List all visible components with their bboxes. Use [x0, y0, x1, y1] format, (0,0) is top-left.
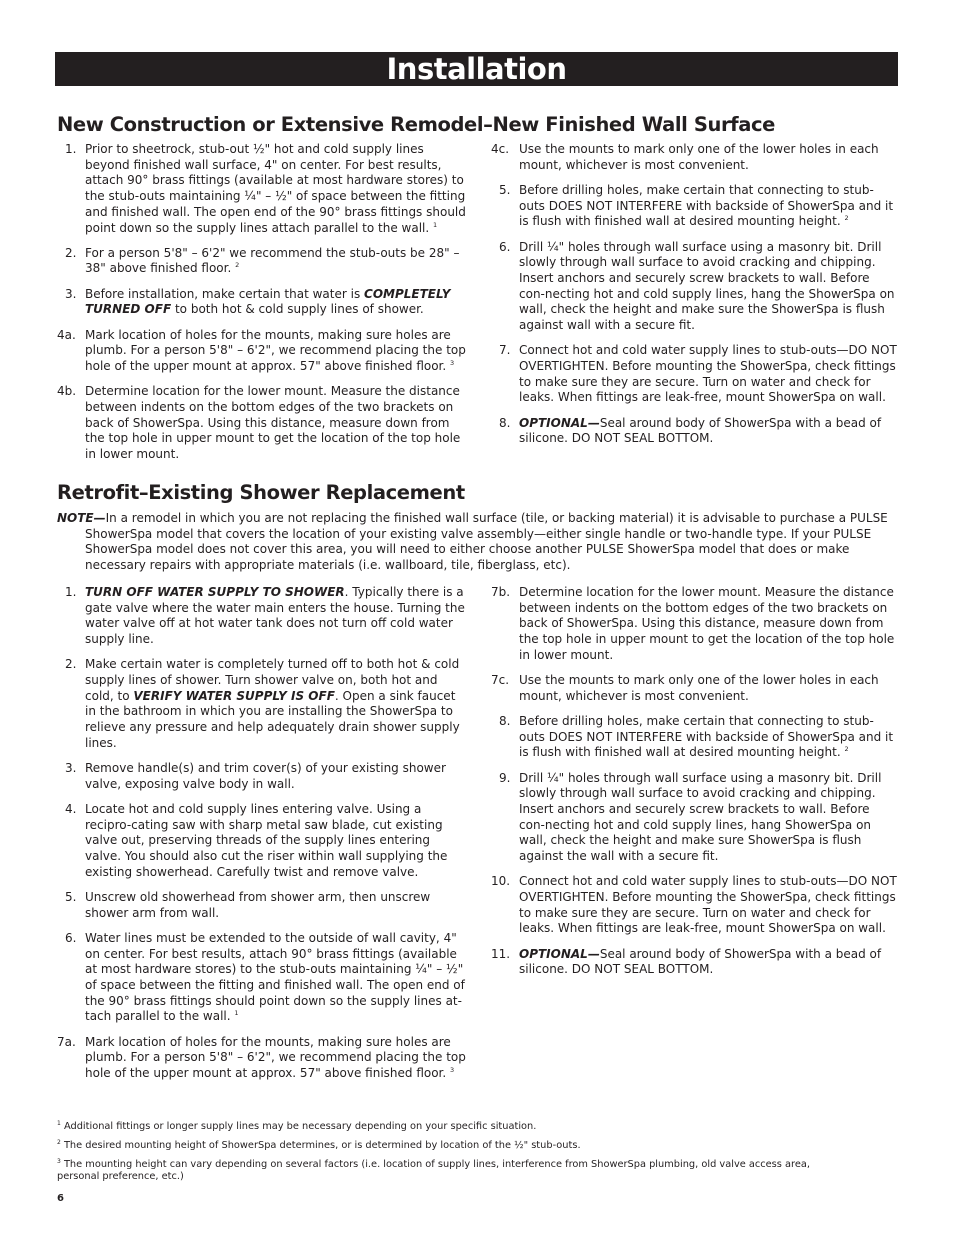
step-number: 4b.: [57, 384, 77, 399]
step-text: Determine location for the lower mount. Measure the distance between indents on the bottom edges of the two brackets on back of ShowerSpa. Using this distance, measure down from the top hole in upper mount to get the location of the top hole in lower mount.: [85, 384, 461, 461]
step-number: 5.: [499, 182, 511, 197]
step-item: [491, 947, 899, 978]
step-item: [57, 1035, 467, 1082]
step-item: [491, 585, 899, 664]
step-item: [57, 384, 467, 463]
step-item: [57, 890, 467, 921]
emphasis-text: OPTIONAL—: [519, 415, 600, 430]
step-text: Use the mounts to mark only one of the lower holes in each mount, whichever is most convenient.: [519, 673, 879, 703]
step-number: 10.: [491, 874, 511, 889]
retrofit-note: [57, 511, 899, 574]
step-text: Water lines must be extended to the outside of wall cavity, 4" on center. For best results, attach 90° brass fittings (available at most hardware stores) to the stub-outs maintaining ¼" – ½" of space between the fitting and finished wall. The open end of the 90° brass fittings should point down so the supply lines at-tach parallel to the wall. $^1$: [85, 930, 465, 1024]
step-item: [491, 142, 899, 173]
step-text: Before drilling holes, make certain that connecting to stub-outs DOES NOT INTERFERE with backside of ShowerSpa and it is flush with finished wall at desired mounting height. $^2$: [519, 182, 894, 229]
step-number: 6.: [499, 239, 511, 254]
footnote-reference: 3: [450, 358, 455, 367]
step-text: Make certain water is completely turned off to both hot & cold supply lines of shower. Turn shower valve on, both hot and cold, to VERIFY WATER SUPPLY IS OFF. Open a sink faucet in the bathroom in which you are installing the ShowerSpa to relieve any pressure and help adequately drain shower supply lines.: [85, 657, 460, 750]
step-number: 1.: [65, 585, 77, 599]
step-number: 9.: [499, 770, 511, 785]
footnote-reference: 1: [234, 1009, 239, 1018]
step-text: Before drilling holes, make certain that connecting to stub-outs DOES NOT INTERFERE with backside of ShowerSpa and it is flush with finished wall at desired mounting height. $^2$: [519, 713, 894, 760]
step-number: 11.: [491, 946, 511, 961]
footnote-reference: 2: [844, 745, 849, 754]
step-item: [57, 287, 467, 318]
section1-right-column: [491, 142, 899, 456]
step-number: 8.: [499, 713, 511, 728]
step-item: [57, 328, 467, 375]
step-number: 8.: [499, 415, 511, 430]
step-item: [57, 931, 467, 1025]
step-number: 3.: [65, 761, 77, 776]
footnote-reference: 3: [450, 1065, 455, 1074]
step-number: 7.: [499, 343, 511, 358]
step-item: [57, 802, 467, 881]
step-text: Prior to sheetrock, stub-out ½" hot and cold supply lines beyond finished wall surface, 4" on center. For best results, attach 90° brass fittings (available at most hardware stores) to the stub-outs maintaining ¼" – ½" of space between the fitting and finished wall. The open end of the 90° brass fittings should point down so the supply lines attach parallel to the wall. $^1$: [85, 142, 466, 235]
step-item: [491, 416, 899, 447]
section2-right-column: [491, 585, 899, 987]
note-text: In a remodel in which you are not replacing the finished wall surface (tile, or backing material) it is advisable to purchase a PULSE ShowerSpa model that covers the location of your existing valve assembly—either single handle or two-handle type. If your PULSE ShowerSpa model does not cover this area, you will need to either choose another PULSE ShowerSpa model that does or make necessary repairs with appropriate materials (i.e. wallboard, tile, fiberglass, etc).: [85, 511, 888, 573]
step-item: [57, 761, 467, 792]
footnote-3: $^3$ The mounting height can vary depending on several factors (i.e. location of supply lines, interference from ShowerSpa plumbing, old valve access area, personal preference, etc.): [57, 1158, 810, 1182]
step-text: Before installation, make certain that water is COMPLETELY TURNED OFF to both hot & cold supply lines of shower.: [85, 286, 451, 317]
step-text: Remove handle(s) and trim cover(s) of your existing shower valve, exposing valve body in wall.: [85, 761, 446, 791]
step-text: Mark location of holes for the mounts, making sure holes are plumb. For a person 5'8" – 6'2", we recommend placing the top hole of the upper mount at approx. 57" above finished floor. $^3$: [85, 327, 466, 373]
step-number: 7c.: [491, 673, 510, 688]
step-number: 2.: [65, 657, 77, 672]
step-text: Connect hot and cold water supply lines to stub-outs—DO NOT OVERTIGHTEN. Before mounting the ShowerSpa, check fittings to make sure they are secure. Turn on water and check for leaks. When fittings are leak-free, mount ShowerSpa on wall.: [519, 874, 897, 936]
step-item: [57, 585, 467, 648]
step-number: 1.: [65, 142, 77, 156]
step-item: [491, 183, 899, 230]
step-text: Drill ¼" holes through wall surface using a masonry bit. Drill slowly through wall surface to avoid cracking and chipping. Insert anchors and securely screw brackets to wall. Before con-necting hot and cold supply lines, hang ShowerSpa on wall, check the height and make sure ShowerSpa is flush against the wall with a secure fit.: [519, 770, 882, 864]
section1-left-column: [57, 142, 467, 472]
emphasis-text: COMPLETELY TURNED OFF: [85, 286, 451, 317]
step-number: 3.: [65, 286, 77, 301]
footnote-reference: 2: [844, 214, 849, 223]
step-item: [491, 240, 899, 334]
emphasis-text: TURN OFF WATER SUPPLY TO SHOWER: [85, 585, 345, 599]
section-heading-new-construction: New Construction or Extensive Remodel–New Finished Wall Surface: [57, 113, 775, 136]
step-item: [57, 246, 467, 277]
step-number: 5.: [65, 889, 77, 904]
step-item: [491, 771, 899, 865]
step-text: OPTIONAL—Seal around body of ShowerSpa with a bead of silicone. DO NOT SEAL BOTTOM.: [519, 415, 882, 446]
step-text: TURN OFF WATER SUPPLY TO SHOWER. Typically there is a gate valve where the water main enters the house. Turning the water valve off at hot water tank does not turn off cold water supply line.: [85, 585, 465, 647]
step-text: Determine location for the lower mount. Measure the distance between indents on the bottom edges of the two brackets on back of ShowerSpa. Using this distance, measure down from the top hole in upper mount to get the location of the top hole in lower mount.: [519, 585, 895, 662]
emphasis-text: OPTIONAL—: [519, 946, 600, 961]
step-item: [491, 343, 899, 406]
step-number: 4a.: [57, 327, 76, 342]
step-text: Use the mounts to mark only one of the lower holes in each mount, whichever is most convenient.: [519, 142, 879, 172]
footnote-reference: 1: [433, 220, 438, 229]
section-heading-retrofit: Retrofit–Existing Shower Replacement: [57, 481, 465, 504]
step-number: 2.: [65, 245, 77, 260]
step-number: 4.: [65, 801, 77, 816]
step-number: 7b.: [491, 585, 511, 599]
footnote-2: $^2$ The desired mounting height of ShowerSpa determines, or is determined by location of the ½" stub-outs.: [57, 1139, 581, 1151]
section2-left-column: [57, 585, 467, 1091]
step-item: [491, 673, 899, 704]
step-text: Mark location of holes for the mounts, making sure holes are plumb. For a person 5'8" – 6'2", we recommend placing the top hole of the upper mount at approx. 57" above finished floor. $^3$: [85, 1034, 466, 1080]
step-text: For a person 5'8" – 6'2" we recommend the stub-outs be 28" – 38" above finished floor. $^2$: [85, 245, 460, 276]
page-banner-title: Installation: [55, 52, 898, 86]
footnote-reference: 2: [235, 261, 240, 270]
step-number: 6.: [65, 930, 77, 945]
step-item: [491, 714, 899, 761]
step-text: Connect hot and cold water supply lines to stub-outs—DO NOT OVERTIGHTEN. Before mounting the ShowerSpa, check fittings to make sure they are secure. Turn on water and check for leaks. When fittings are leak-free, mount ShowerSpa on wall.: [519, 343, 897, 405]
step-text: Drill ¼" holes through wall surface using a masonry bit. Drill slowly through wall surface to avoid cracking and chipping. Insert anchors and securely screw brackets to wall. Before con-necting hot and cold supply lines, hang the ShowerSpa on wall, check the height and make sure the ShowerSpa is flush against wall with a secure fit.: [519, 239, 895, 333]
step-text: OPTIONAL—Seal around body of ShowerSpa with a bead of silicone. DO NOT SEAL BOTTOM.: [519, 946, 882, 977]
step-number: 4c.: [491, 142, 510, 156]
step-number: 7a.: [57, 1034, 76, 1049]
step-text: Unscrew old showerhead from shower arm, then unscrew shower arm from wall.: [85, 889, 431, 920]
footnote-1: $^1$ Additional fittings or longer supply lines may be necessary depending on your specific situation.: [57, 1120, 537, 1132]
step-text: Locate hot and cold supply lines entering valve. Using a recipro-cating saw with sharp metal saw blade, cut existing valve out, preserving threads of the supply lines entering valve. You should also cut the riser within wall supplying the existing showerhead. Carefully twist and remove valve.: [85, 801, 448, 879]
emphasis-text: VERIFY WATER SUPPLY IS OFF: [133, 688, 335, 703]
page-number: 6: [57, 1193, 64, 1204]
step-item: [491, 874, 899, 937]
note-label: NOTE—: [57, 511, 106, 525]
step-item: [57, 657, 467, 751]
step-item: [57, 142, 467, 236]
